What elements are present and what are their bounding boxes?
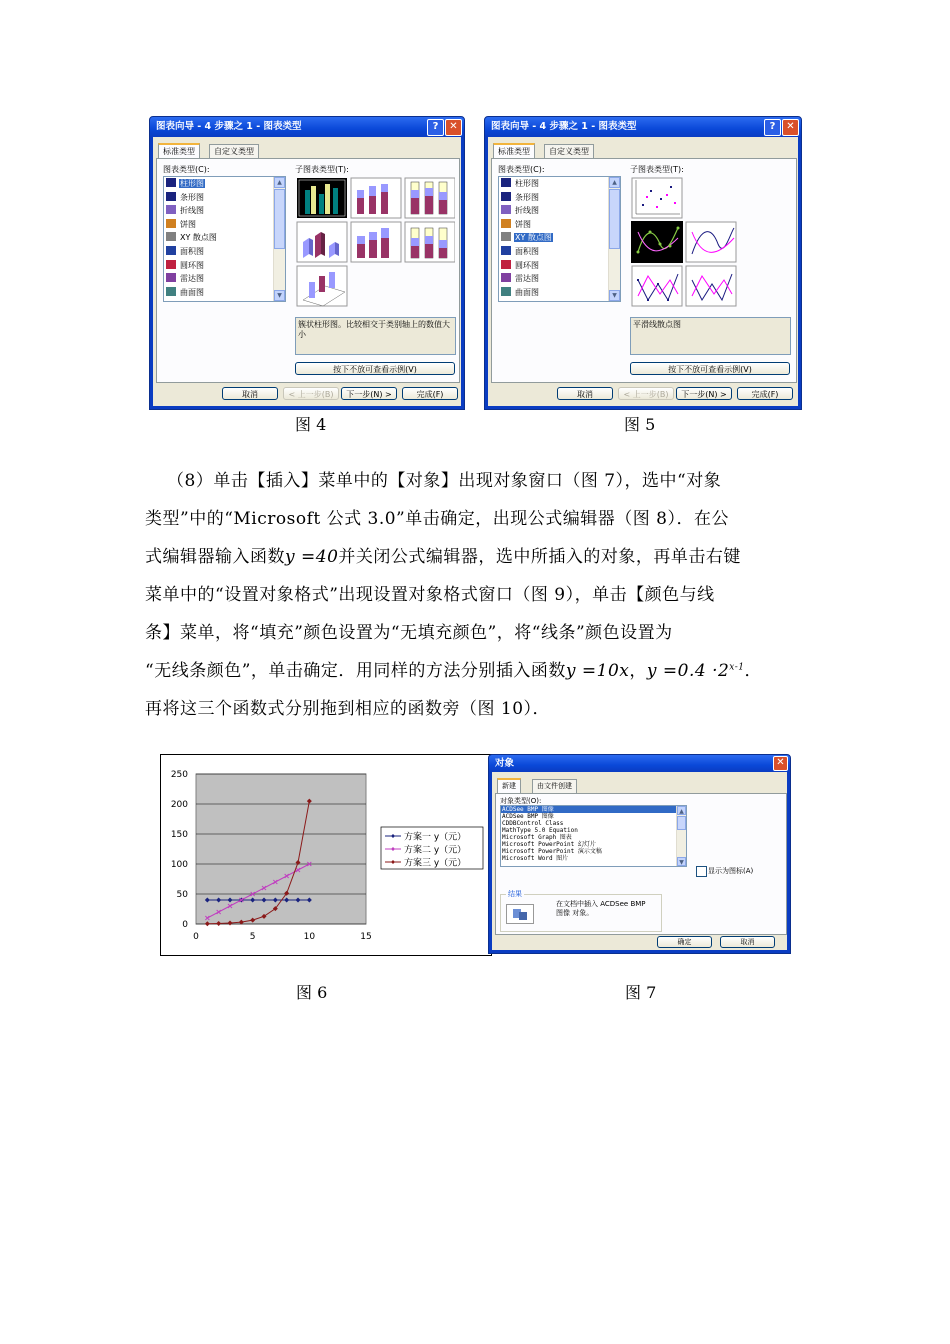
chart-type-label: XY 散点图 — [180, 233, 217, 243]
y-tick-label: 50 — [176, 890, 188, 900]
object-type-item[interactable]: Microsoft Word 图片 — [502, 855, 569, 862]
para-line-7: 再将这三个函数式分别拖到相应的函数旁（图 10）． — [145, 699, 551, 719]
result-label: 结果 — [508, 890, 522, 898]
separator: ， — [629, 661, 647, 681]
chart-type-label: 折线图 — [515, 206, 539, 216]
tab-create-new[interactable]: 新建 — [497, 778, 521, 794]
x-tick-label: 5 — [249, 932, 256, 942]
chart-type-icon — [501, 246, 511, 255]
object-dialog-fig7 — [488, 754, 791, 954]
chart-type-label: 雷达图 — [515, 274, 539, 284]
chart-type-label: 柱形图 — [180, 179, 204, 188]
chart-type-icon — [166, 205, 176, 214]
chart-type-icon — [166, 287, 176, 296]
object-type-item[interactable]: MathType 5.0 Equation — [502, 827, 578, 834]
chart-type-label: 圆环图 — [180, 260, 204, 270]
y-tick-label: 0 — [182, 920, 188, 930]
figure-caption-7: 图 7 — [625, 983, 657, 1002]
cancel-button[interactable]: 取消 — [222, 387, 278, 400]
object-type-item[interactable]: ACDSee BMP 图像 — [502, 813, 554, 820]
object-type-item[interactable]: CDDBControl Class — [502, 820, 564, 827]
subtype-grid — [295, 176, 455, 311]
chart-type-icon — [166, 219, 176, 228]
subtype-thumbnails — [630, 176, 790, 311]
chart-type-label: 面积图 — [180, 246, 204, 256]
object-type-item[interactable]: Microsoft Graph 图表 — [502, 834, 572, 841]
smooth-line-markers-thumb[interactable] — [632, 222, 682, 262]
subtype-label: 子图表类型(T): — [295, 165, 349, 174]
chart-type-label: XY 散点图 — [515, 233, 552, 243]
chart-description: 簇状柱形图。比较相交于类别轴上的数值大小 — [295, 317, 456, 355]
para-line-6 — [145, 656, 762, 681]
para-line-5: 条】菜单，将“填充”颜色设置为“无填充颜色”，将“线条”颜色设置为 — [145, 623, 673, 643]
chart-type-icon — [501, 232, 511, 241]
dialog-title-bar — [485, 117, 801, 137]
show-as-icon-checkbox[interactable] — [696, 866, 707, 877]
chart-type-list[interactable] — [163, 176, 286, 302]
result-icon — [506, 904, 534, 924]
equation-2: y =10x — [565, 661, 630, 681]
chart-type-label: 条形图 — [180, 192, 204, 202]
subtype-grid — [630, 176, 790, 311]
scroll-down-icon[interactable]: ▼ — [274, 290, 285, 301]
chart-type-icon — [501, 219, 511, 228]
scatter-markers-thumb[interactable] — [632, 178, 682, 218]
para-line-3b: 并关闭公式编辑器，选中所插入的对象，再单击右键 — [338, 547, 741, 567]
dialog-title-bar — [489, 755, 790, 772]
y-tick-label: 250 — [170, 770, 188, 780]
chart-type-label: 条形图 — [515, 192, 539, 202]
next-button[interactable]: 下一步(N) > — [676, 387, 732, 400]
straight-line-thumb[interactable] — [686, 266, 736, 306]
chart-type-icon — [501, 192, 511, 201]
close-icon[interactable]: ✕ — [445, 119, 462, 136]
chart-type-items — [164, 177, 285, 299]
scroll-down-icon[interactable]: ▼ — [609, 290, 620, 301]
chart-type-item[interactable] — [164, 204, 285, 218]
chart-wizard-dialog-fig4 — [149, 116, 465, 410]
dialog-title: 图表向导 - 4 步骤之 1 - 图表类型 — [156, 121, 302, 132]
scroll-up-icon[interactable]: ▲ — [609, 177, 620, 188]
scrollbar[interactable] — [273, 177, 285, 301]
close-icon[interactable]: ✕ — [782, 119, 799, 136]
scroll-thumb[interactable] — [609, 189, 620, 249]
scroll-thumb[interactable] — [274, 189, 285, 249]
chart-wizard-dialog-fig5 — [484, 116, 802, 410]
chart-type-item[interactable] — [164, 259, 285, 273]
chart-type-icon — [501, 205, 511, 214]
subtype-label: 子图表类型(T): — [630, 165, 684, 174]
help-icon[interactable]: ? — [427, 119, 444, 136]
clustered-column-thumb[interactable] — [297, 178, 347, 218]
tab-from-file[interactable]: 由文件创建 — [532, 779, 577, 793]
legend-label: 方案一 y（元） — [404, 832, 467, 843]
chart-type-item[interactable] — [164, 286, 285, 300]
tab-panel — [491, 158, 797, 383]
y-tick-label: 100 — [170, 860, 188, 870]
equation-1: y =40 — [285, 547, 339, 567]
tab-panel — [156, 158, 460, 383]
y-tick-label: 150 — [170, 830, 188, 840]
chart-description: 平滑线散点图 — [630, 317, 791, 355]
chart-type-items — [499, 177, 620, 299]
back-button[interactable]: < 上一步(B) — [283, 387, 339, 400]
dialog-body — [492, 772, 787, 950]
next-button[interactable]: 下一步(N) > — [341, 387, 397, 400]
equation-3: y =0.4 ·2 — [646, 661, 730, 681]
chart-type-label: 圆环图 — [515, 260, 539, 270]
tab-custom-types[interactable]: 自定义类型 — [544, 144, 594, 158]
ok-button[interactable]: 确定 — [657, 936, 712, 948]
chart-svg — [161, 755, 491, 955]
chart-type-item[interactable] — [499, 231, 620, 245]
tab-panel — [495, 793, 787, 935]
tab-custom-types[interactable]: 自定义类型 — [209, 144, 259, 158]
finish-button[interactable]: 完成(F) — [737, 387, 793, 400]
chart-type-item[interactable] — [164, 218, 285, 232]
para-line-2: 类型”中的“Microsoft 公式 3.0”单击确定，出现公式编辑器（图 8）．在公 — [145, 509, 729, 529]
chart-type-label: 柱形图 — [515, 179, 539, 188]
instruction-paragraph — [145, 466, 810, 726]
para-line-3 — [145, 542, 741, 567]
preview-button[interactable]: 按下不放可查看示例(V) — [630, 362, 790, 375]
dialog-title-bar — [150, 117, 464, 137]
straight-line-markers-thumb[interactable] — [632, 266, 682, 306]
chart-type-item[interactable] — [499, 191, 620, 205]
chart-type-item[interactable] — [499, 272, 620, 286]
tab-standard-types[interactable]: 标准类型 — [158, 143, 200, 159]
dialog-title: 对象 — [495, 758, 515, 769]
scrollbar[interactable] — [676, 806, 686, 866]
line-chart-fig6 — [160, 754, 492, 956]
period: ． — [744, 661, 762, 681]
figure-caption-4: 图 4 — [295, 415, 327, 434]
smooth-line-thumb[interactable] — [686, 222, 736, 262]
object-type-item[interactable]: Microsoft PowerPoint 幻灯片 — [502, 841, 596, 848]
x-tick-label: 15 — [360, 932, 372, 942]
figure-caption-5: 图 5 — [624, 415, 656, 434]
back-button[interactable]: < 上一步(B) — [618, 387, 674, 400]
chart-type-item[interactable] — [164, 191, 285, 205]
legend-label: 方案三 y（元） — [404, 858, 467, 869]
percent-column-thumb[interactable] — [405, 178, 455, 218]
chart-type-icon — [501, 273, 511, 282]
chart-type-icon — [166, 192, 176, 201]
chart-type-item[interactable] — [164, 231, 285, 245]
chart-type-icon — [166, 273, 176, 282]
chart-type-icon — [501, 178, 511, 187]
help-icon[interactable]: ? — [764, 119, 781, 136]
chart-type-label: 面积图 — [515, 246, 539, 256]
chart-type-icon — [501, 260, 511, 269]
chart-type-label: 雷达图 — [180, 274, 204, 284]
chart-type-item[interactable] — [164, 177, 285, 191]
dialog-body — [488, 137, 798, 406]
para-line-3a: 式编辑器输入函数 — [145, 547, 285, 567]
chart-type-label: 曲面图 — [515, 287, 539, 297]
chart-type-item[interactable] — [499, 177, 620, 191]
figure-caption-6: 图 6 — [296, 983, 328, 1002]
dialog-body — [153, 137, 461, 406]
object-type-list[interactable] — [500, 805, 687, 867]
3d-column-thumb[interactable] — [297, 266, 347, 306]
chart-type-item[interactable] — [499, 286, 620, 300]
chart-type-item[interactable] — [499, 259, 620, 273]
chart-type-item[interactable] — [164, 272, 285, 286]
x-tick-label: 0 — [193, 932, 199, 942]
tab-standard-types[interactable]: 标准类型 — [493, 143, 535, 159]
chart-type-label: 曲面图 — [180, 287, 204, 297]
chart-type-label: 图表类型(C): — [163, 165, 210, 174]
equation-3-exponent: x-1 — [729, 662, 745, 673]
3d-clustered-thumb[interactable] — [297, 222, 347, 262]
chart-type-icon — [501, 287, 511, 296]
scrollbar[interactable] — [608, 177, 620, 301]
cancel-button[interactable]: 取消 — [557, 387, 613, 400]
chart-type-icon — [166, 246, 176, 255]
chart-type-icon — [166, 178, 176, 187]
scroll-up-icon[interactable]: ▲ — [274, 177, 285, 188]
scroll-down-icon[interactable]: ▼ — [677, 857, 686, 866]
chart-type-item[interactable] — [499, 218, 620, 232]
para-line-4: 菜单中的“设置对象格式”出现设置对象格式窗口（图 9），单击【颜色与线 — [145, 585, 715, 605]
chart-type-icon — [166, 260, 176, 269]
scroll-up-icon[interactable]: ▲ — [677, 806, 686, 815]
chart-type-item[interactable] — [164, 245, 285, 259]
scroll-thumb[interactable] — [677, 816, 686, 830]
chart-type-item[interactable] — [499, 245, 620, 259]
object-type-item[interactable]: Microsoft PowerPoint 演示文稿 — [502, 848, 602, 855]
chart-type-icon — [166, 232, 176, 241]
x-tick-label: 10 — [303, 932, 316, 942]
3d-percent-thumb[interactable] — [405, 222, 455, 262]
para-line-6a: “无线条颜色”，单击确定．用同样的方法分别插入函数 — [145, 661, 566, 681]
y-tick-label: 200 — [170, 800, 188, 810]
para-line-1: （8）单击【插入】菜单中的【对象】出现对象窗口（图 7），选中“对象 — [167, 471, 722, 491]
chart-type-label: 图表类型(C): — [498, 165, 545, 174]
object-type-label: 对象类型(O): — [500, 797, 542, 805]
close-icon[interactable]: ✕ — [773, 756, 788, 771]
chart-type-label: 饼图 — [515, 219, 531, 229]
chart-type-label: 饼图 — [180, 219, 196, 229]
3d-stacked-thumb[interactable] — [351, 222, 401, 262]
finish-button[interactable]: 完成(F) — [402, 387, 458, 400]
chart-type-item[interactable] — [499, 204, 620, 218]
preview-button[interactable]: 按下不放可查看示例(V) — [295, 362, 455, 375]
dialog-title: 图表向导 - 4 步骤之 1 - 图表类型 — [491, 121, 637, 132]
chart-type-list[interactable] — [498, 176, 621, 302]
result-text: 在文档中插入 ACDSee BMP 图像 对象。 — [556, 900, 646, 917]
show-as-icon-label: 显示为图标(A) — [708, 867, 754, 875]
stacked-column-thumb[interactable] — [351, 178, 401, 218]
object-type-item[interactable]: ACDSee BMP 图像 — [501, 806, 676, 813]
legend-label: 方案二 y（元） — [404, 845, 467, 856]
cancel-button[interactable]: 取消 — [720, 936, 775, 948]
object-type-items — [501, 806, 686, 862]
chart-type-label: 折线图 — [180, 206, 204, 216]
subtype-thumbnails — [295, 176, 455, 311]
